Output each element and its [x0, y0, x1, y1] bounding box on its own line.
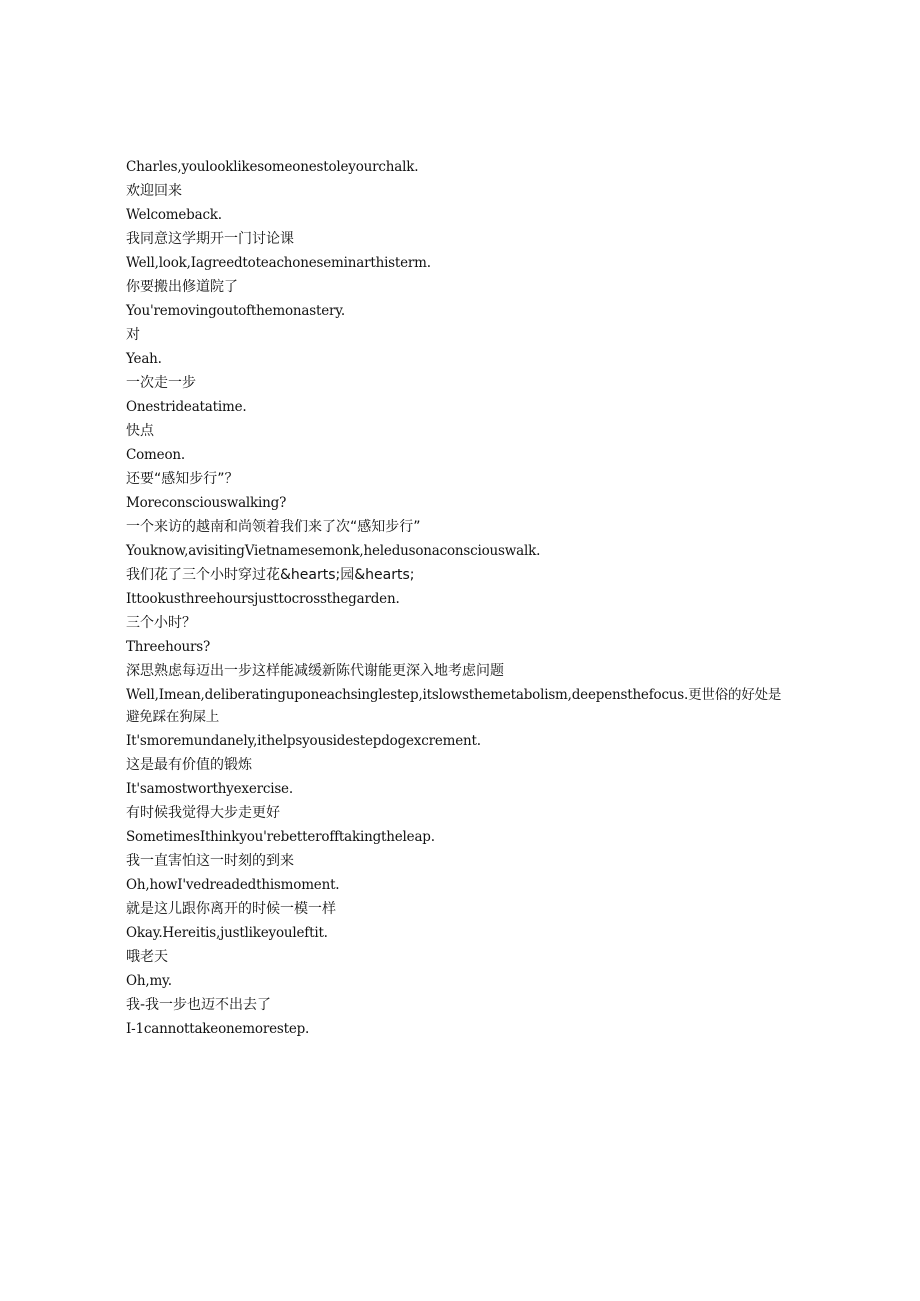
chinese-subtitle-line: 快点 [126, 423, 154, 439]
chinese-subtitle-line: 你要搬出修道院了 [126, 279, 238, 295]
english-subtitle-line: Oh,my. [126, 973, 172, 989]
chinese-subtitle-line: 一个来访的越南和尚领着我们来了次“感知步行” [126, 519, 421, 535]
english-subtitle-line: SometimesIthinkyou'rebetterofftakingtheleap. [126, 829, 435, 845]
chinese-subtitle-line: 我一直害怕这一时刻的到来 [126, 853, 294, 869]
english-subtitle-line: It'samostworthyexercise. [126, 781, 293, 797]
english-subtitle-line: Comeon. [126, 447, 185, 463]
chinese-subtitle-line: 我同意这学期开一门讨论课 [126, 231, 294, 247]
english-subtitle-line: Threehours? [126, 639, 211, 655]
chinese-subtitle-line: 欢迎回来 [126, 183, 182, 199]
english-subtitle-line: Well,Imean,deliberatinguponeachsinglestep,itslowsthemetabolism,deepensthefocus.更世俗的好处是避免踩在狗屎上 [126, 687, 782, 725]
english-subtitle-line: Moreconsciouswalking? [126, 495, 287, 511]
chinese-subtitle-line: 这是最有价值的锻炼 [126, 757, 252, 773]
english-subtitle-line: Youknow,avisitingVietnamesemonk,heledusonaconsciouswalk. [126, 543, 541, 559]
english-subtitle-line: Oh,howI'vedreadedthismoment. [126, 877, 340, 893]
english-subtitle-line: It'smoremundanely,ithelpsyousidestepdogexcrement. [126, 733, 481, 749]
chinese-subtitle-line: 我们花了三个小时穿过花&hearts;园&hearts; [126, 567, 415, 583]
transcript-body [126, 156, 786, 1042]
english-subtitle-line: Welcomeback. [126, 207, 222, 223]
english-subtitle-line: Onestrideatatime. [126, 399, 247, 415]
chinese-subtitle-line: 还要“感知步行”？ [126, 471, 239, 487]
chinese-subtitle-line: 有时候我觉得大步走更好 [126, 805, 280, 821]
chinese-subtitle-line: 三个小时？ [126, 615, 196, 631]
chinese-subtitle-line: 一次走一步 [126, 375, 196, 391]
chinese-subtitle-line: 就是这儿跟你离开的时候一模一样 [126, 901, 336, 917]
english-subtitle-line: Yeah. [126, 351, 162, 367]
english-subtitle-line: Charles,youlooklikesomeonestoleyourchalk. [126, 159, 419, 175]
english-subtitle-line: I-1cannottakeonemorestep. [126, 1021, 310, 1037]
chinese-subtitle-line: 对 [126, 327, 140, 343]
english-subtitle-line: You'removingoutofthemonastery. [126, 303, 345, 319]
english-subtitle-line: Well,look,Iagreedtoteachoneseminarthisterm. [126, 255, 431, 271]
english-subtitle-line: Ittookusthreehoursjusttocrossthegarden. [126, 591, 400, 607]
english-subtitle-line: Okay.Hereitis,justlikeyouleftit. [126, 925, 328, 941]
chinese-subtitle-line: 我-我一步也迈不出去了 [126, 997, 272, 1013]
chinese-subtitle-line: 深思熟虑每迈出一步这样能减缓新陈代谢能更深入地考虑问题 [126, 663, 504, 679]
chinese-subtitle-line: 哦老天 [126, 949, 168, 965]
